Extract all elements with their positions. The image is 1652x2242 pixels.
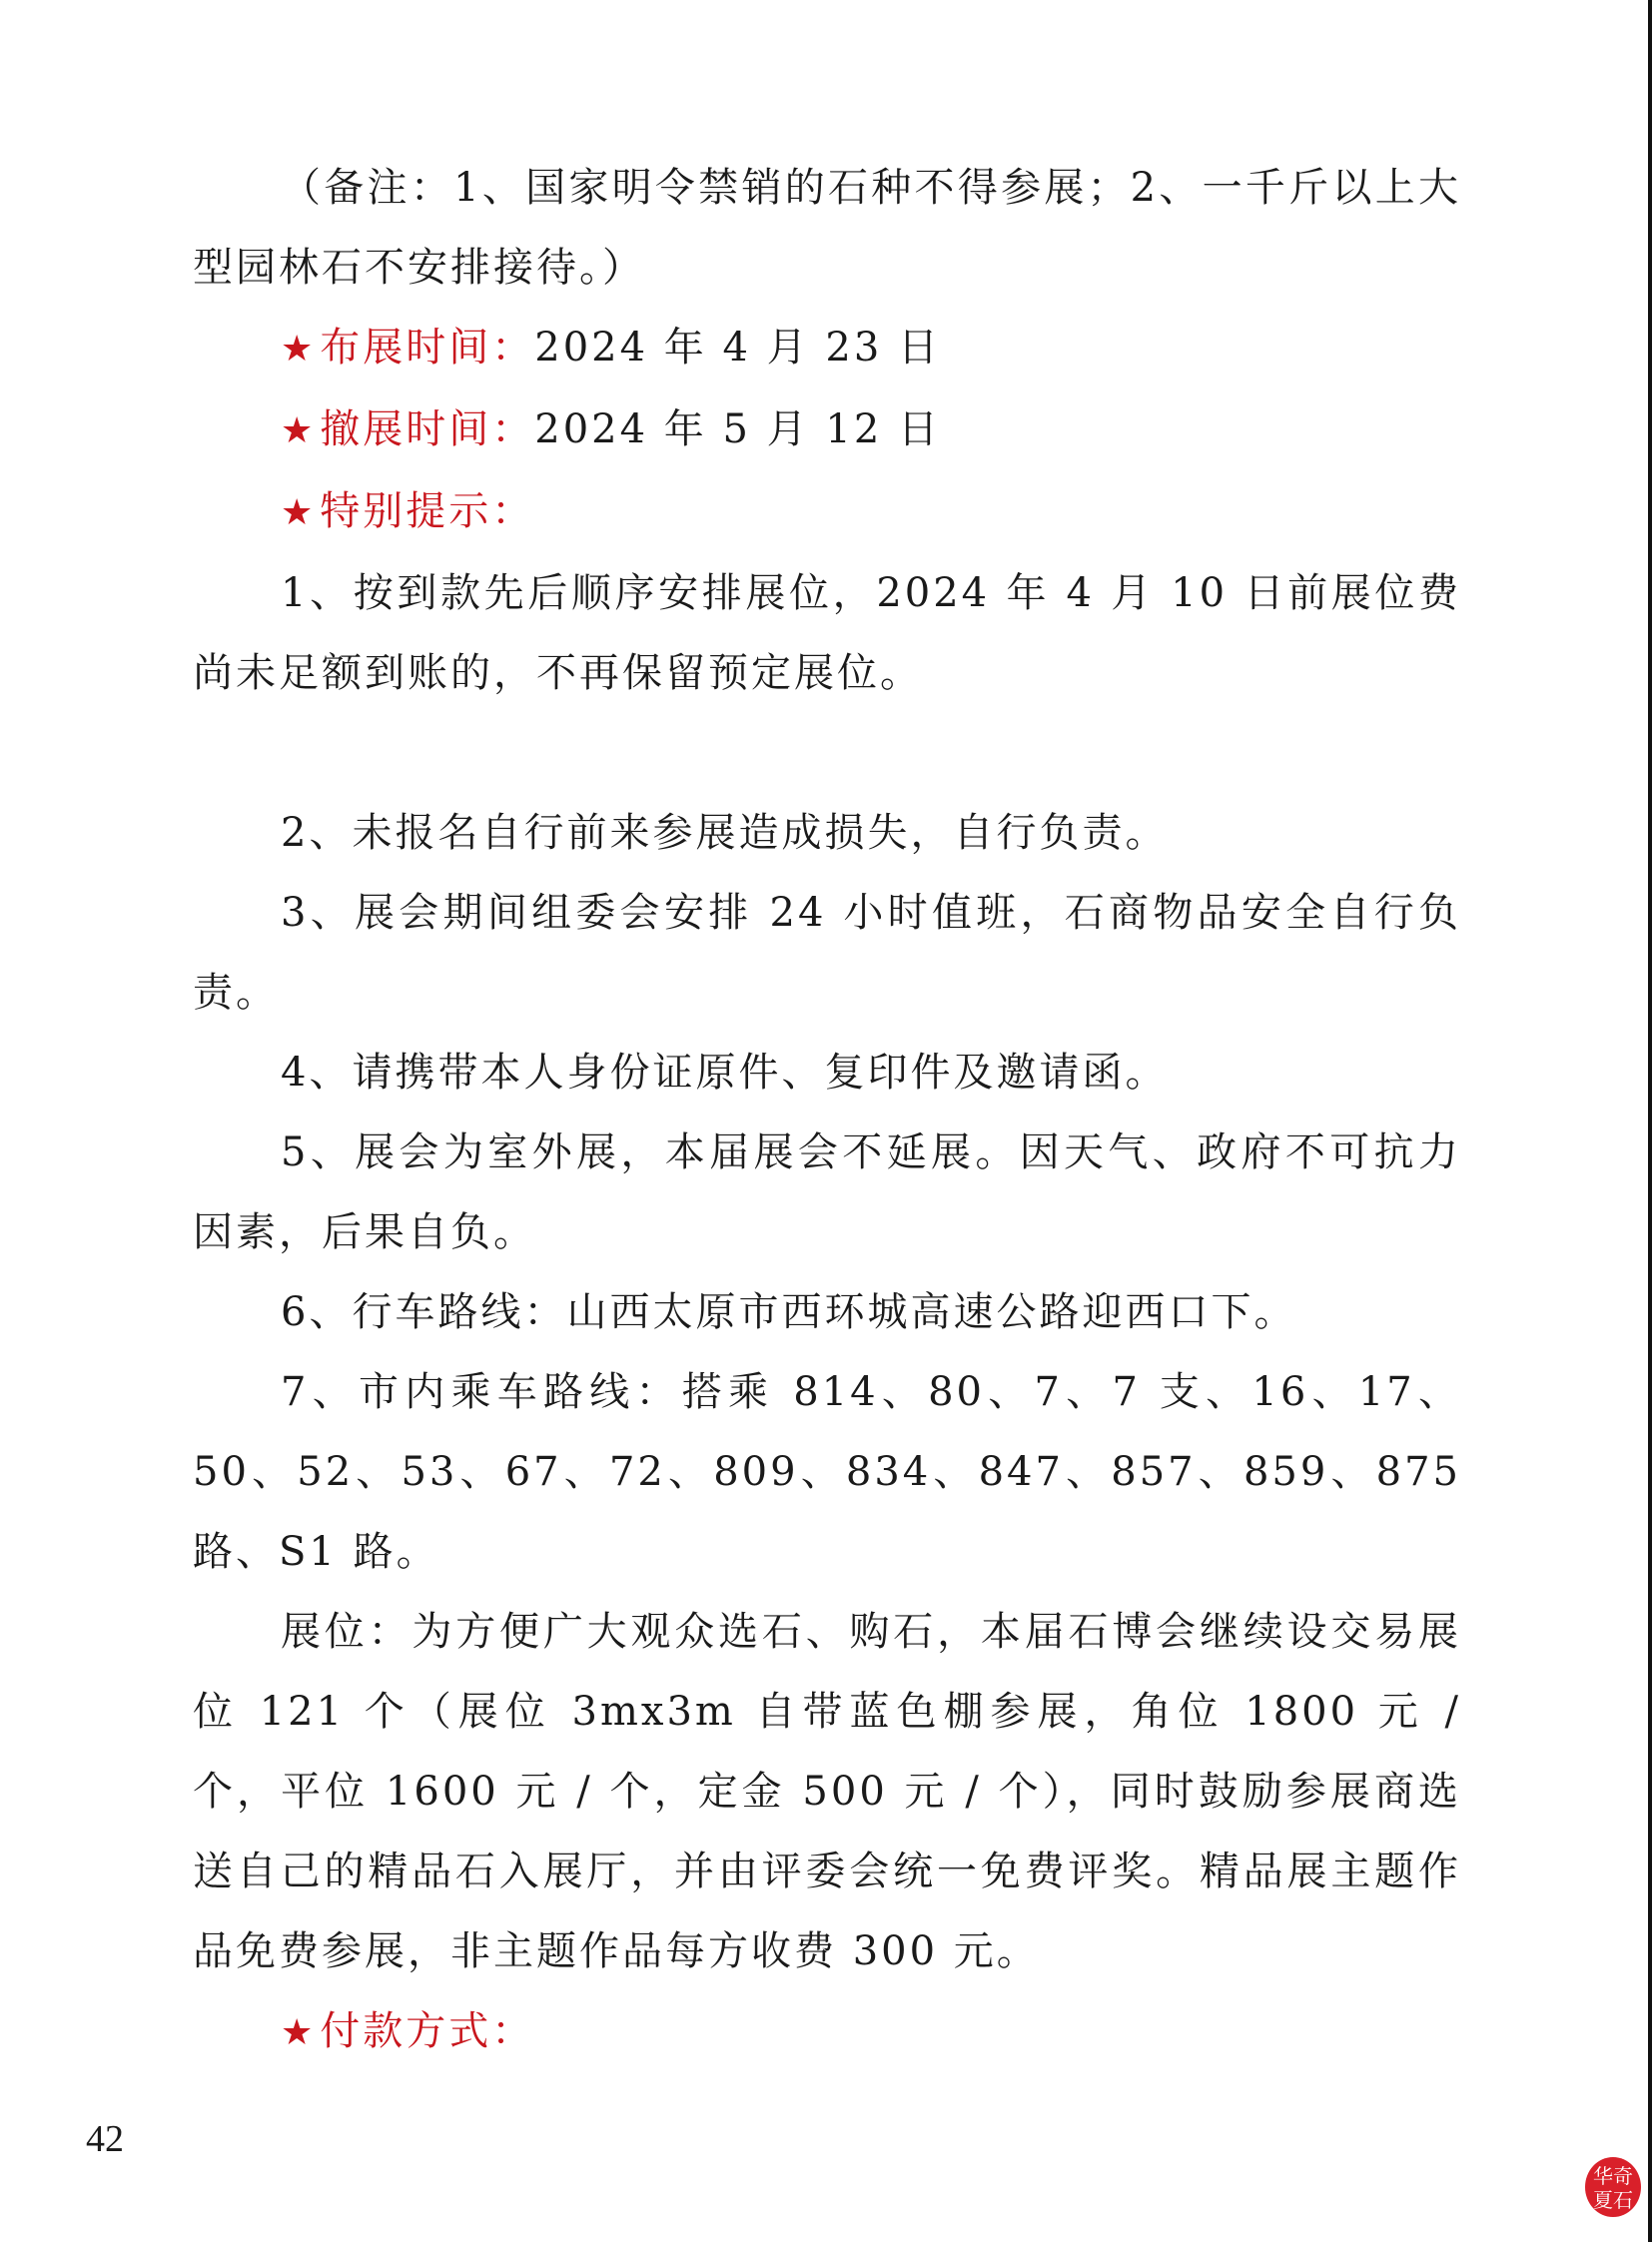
tip-item-4: 4、请携带本人身份证原件、复印件及邀请函。	[281, 1050, 1169, 1096]
tip-item-3: 3、展会期间组委会安排 24 小时值班，石商物品安全自行负责。	[193, 890, 1461, 1016]
setup-time-value: 2024 年 4 月 23 日	[534, 325, 941, 371]
teardown-time-label: 撤展时间：	[320, 406, 535, 452]
payment-method-label: 付款方式：	[320, 2008, 535, 2054]
notes-paragraph: （备注：1、国家明令禁销的石种不得参展；2、一千斤以上大型园林石不安排接待。）	[193, 165, 1461, 291]
setup-time-line	[193, 308, 1461, 389]
tip-item-1: 1、按到款先后顺序安排展位，2024 年 4 月 10 日前展位费尚未足额到账的，不再保留预定展位。	[193, 570, 1461, 696]
svg-text:夏石: 夏石	[1593, 2188, 1633, 2212]
teardown-time-value: 2024 年 5 月 12 日	[534, 406, 941, 452]
tip-item-6: 6、行车路线：山西太原市西环城高速公路迎西口下。	[281, 1289, 1297, 1335]
star-icon: ★	[281, 329, 317, 370]
spacer	[193, 713, 1461, 793]
setup-time-label: 布展时间：	[320, 325, 535, 371]
payment-method-heading	[193, 1991, 1461, 2073]
special-notice-label: 特别提示：	[320, 488, 535, 534]
teardown-time-line	[193, 389, 1461, 471]
page-number: 42	[86, 2118, 124, 2160]
document-body	[193, 148, 1461, 2073]
star-icon: ★	[281, 410, 317, 451]
booth-paragraph: 展位：为方便广大观众选石、购石，本届石博会继续设交易展位 121 个（展位 3mx3m 自带蓝色棚参展，角位 1800 元 / 个，平位 1600 元 / 个，定金 500 元 / 个），同时鼓励参展商选送自己的精品石入展厅，并由评委会统一免费评奖。精品展主题作品免费参展，非主题作品每方收费 300 元。	[193, 1609, 1461, 1974]
svg-text:华奇: 华奇	[1593, 2164, 1633, 2188]
tip-item-2: 2、未报名自行前来参展造成损失，自行负责。	[281, 810, 1169, 856]
page-edge-line	[1648, 0, 1652, 2242]
tip-item-7: 7、市内乘车路线：搭乘 814、80、7、7 支、16、17、50、52、53、67、72、809、834、847、857、859、875 路、S1 路。	[193, 1369, 1461, 1575]
watermark-seal-icon	[1582, 2153, 1644, 2219]
tip-item-5: 5、展会为室外展，本届展会不延展。因天气、政府不可抗力因素，后果自负。	[193, 1129, 1461, 1255]
star-icon: ★	[281, 2012, 317, 2053]
special-notice-heading	[193, 471, 1461, 553]
star-icon: ★	[281, 492, 317, 533]
